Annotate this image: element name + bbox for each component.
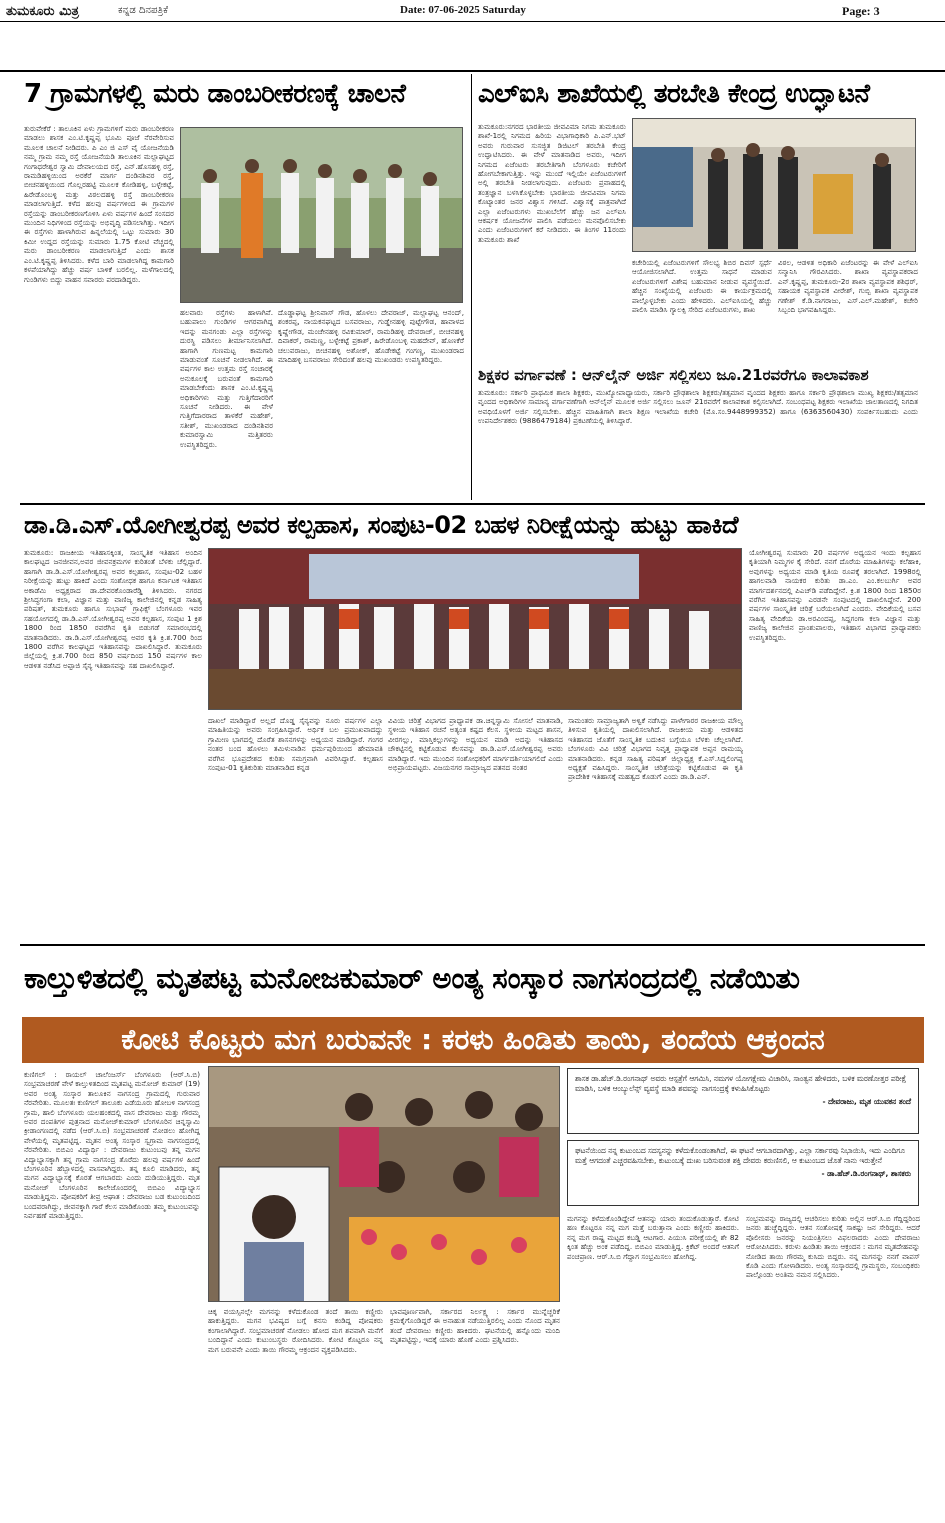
story4-column-2: ದಾಖಲೆ ಮಾಡಿದ್ದಾರೆ ಅಲ್ಲದೆ ದೊಡ್ಡ ಸೈನ್ಯವನ್ನು ನೂರು ವರ್ಷಗಳ ಎಲ್ಲಾ ಮಾಹಿತಿಯನ್ನು ಅವರು ಸಂಗ್ರಹಿಸಿದ್ದಾರೆ. ಅರ್ಥಿಕ ಬಲ ಪ್ರಮುಖವಾದದ್ದು ಗ್ರಾಮೀಣ ಭಾಗದಲ್ಲಿ ದೊರೆತ ಶಾಸನಗಳನ್ನು ಅಧ್ಯಯನ ಮಾಡಿದ್ದಾರೆ. ಗಂಗರ ನಂತರ ಬಂದ ಹೊಳಲು ತಮಿಳುನಾಡಿನ ಧರ್ಮಪುರಿಯಿಂದ ಹೇಮಾವತಿ ವರೆಗಿನ ಭೂಪ್ರದೇಶದ ಕುರಿತು ಸಮಗ್ರವಾಗಿ ವಿವರಿಸಿದ್ದಾರೆ. ಕಲ್ಪಹಾಸ ಸಂಪುಟ-01 ಕೃತಿಕುರಿತು ಮಾತನಾಡಿದ ಕನ್ನಡ <box>208 716 383 773</box>
story4-column-4: ಸಾಮಂತರು ಸಾಮ್ರಾಜ್ಯತಾಗಿ ಅಳ್ವಿಕೆ ನಡೆಸಿದ್ದು ಪಾಳೇಗಾರರ ರಾಜಕೀಯ ಮೌಲ್ಯ ತಿಳಿಸುವ ಕೃತಿಯಲ್ಲಿ ದಾಖಲಿಸಲಾಗಿದೆ. ರಾಜಕೀಯ ಮತ್ತು ಆಡಳಿತದ ಇತಿಹಾಸದ ಜೊತೆಗೆ ಸಾಂಸ್ಕೃತಿಕ ಬದುಕಿನ ಬಗ್ಗೆಯೂ ಬೆಳಕು ಚೆಲ್ಲಲಾಗಿದೆ. ಬೆಂಗಳೂರು ವಿವಿ ಚರಿತ್ರೆ ವಿಭಾಗದ ನಿವೃತ್ತ ಪ್ರಾಧ್ಯಾಪಕ ಅಪ್ಪನ ರಾಮಯ್ಯ ಮಾತನಾಡಿದರು. ಕನ್ನಡ ಸಾಹಿತ್ಯ ಪರಿಷತ್ ಜಿಲ್ಲಾಧ್ಯಕ್ಷ ಕೆ.ಎಸ್.ಸಿದ್ದಲಿಂಗಪ್ಪ ಅಧ್ಯಕ್ಷತೆ ವಹಿಸಿದ್ದರು. ಸಾಂಸ್ಕೃತಿಕ ಚರಿತ್ರೆಯನ್ನು ಕಟ್ಟಿಕೊಡುವ ಈ ಕೃತಿ ಪ್ರಾದೇಶಿಕ ಇತಿಹಾಸಕ್ಕೆ ಮಹತ್ವದ ಕೊಡುಗೆ ಎಂದು ಡಾ.ಡಿ.ಎನ್. <box>568 716 743 782</box>
story1-column-3: ದೊಡ್ಡಾಘಟ್ಟ ಶ್ರೀನಿವಾಸ್ ಗೌಡ, ಹೊಳಲು ದೇವರಾಜ್, ಮಲ್ಲಾಘಟ್ಟ ಆನಂದ್, ಶಂಕರಪ್ಪ, ನಾಯಕನಘಟ್ಟದ ಬಸವರಾಜು, ಗುಡ್ಡೇನಹಳ್ಳಿ ಪುಟ್ಟೇಗೌಡ, ಹಾವಾಳದ ಕೃಷ್ಣೇಗೌಡ, ಮಂಚೇನಹಳ್ಳಿ ರವಿಕುಮಾರ್, ರಾಮಡಿಹಳ್ಳಿ ದೇವರಾಜ್, ಬೀಚನಹಳ್ಳಿ ದಿವಾಕರ್, ರಾಮಣ್ಣ, ಬಳ್ಳೇಕಟ್ಟೆ ಪ್ರಕಾಶ್, ಹಿರೇಡೊಂಬಳ್ಳಿ ಮಹದೇವ್, ಹೊಣಕೆರೆ ಚಲುವರಾಜು, ಬೀಚನಹಳ್ಳಿ ಅಶೋಕ್, ಹೊಡೇಕಟ್ಟೆ ಗಂಗಣ್ಣ, ಮುಖಂಡರಾದ ಮಾದಿಹಳ್ಳಿ ಬಸವರಾಜು ಸೇರಿದಂತೆ ಹಲವು ಮುಖಂಡರು ಉಪಸ್ಥಿತರಿದ್ದರು. <box>278 308 464 365</box>
masthead-divider <box>0 21 945 22</box>
headline-teacher-transfer: ಶಿಕ್ಷಕರ ವರ್ಗಾವಣೆ : ಆನ್‌ಲೈನ್ ಅರ್ಜಿ ಸಲ್ಲಿಸಲು ಜೂ.21ರವರೆಗೂ ಕಾಲಾವಕಾಶ <box>478 366 869 384</box>
book-release-photo <box>208 548 742 710</box>
story1-column-2: ಹಲವಾರು ರಸ್ತೆಗಳು ಹಾಳಾಗಿವೆ. ಬಹುಪಾಲು ಗುಂಡಿಗಳ ಆಗರವಾಗಿದ್ದ ಇದನ್ನು ಮನಗಂಡು ಎಲ್ಲಾ ರಸ್ತೆಗಳನ್ನು ದುರಸ್ಥಿ ಪಡಿಸಲು ತೀರ್ಮಾನಿಸಲಾಗಿದೆ. ಹಾಗಾಗಿ ಗುಣಮಟ್ಟ ಕಾಮಗಾರಿ ಮಾಡುವಂತೆ ಸೂಚನೆ ನೀಡಲಾಗಿದೆ. ಈ ವರ್ಷಗಳ ಕಾಲ ಉತ್ತಮ ರಸ್ತೆ ಸಂಚಾರಕ್ಕೆ ಅನುಕೂಲಕ್ಕೆ ಬರುವಂತೆ ಕಾಮಗಾರಿ ಮಾಡಬೇಕೆಂದು ಶಾಸಕ ಎಂ.ಟಿ.ಕೃಷ್ಣಪ್ಪ ಅಧಿಕಾರಿಗಳು ಮತ್ತು ಗುತ್ತಿಗೆದಾರರಿಗೆ ಸೂಚನೆ ನೀಡಿದರು. ಈ ವೇಳೆ ಗುತ್ತಿಗೆದಾರರಾದ ತಾಳಕೆರೆ ಮಹೇಶ್, ಸತೀಶ್, ಮುಖಂಡರಾದ ದಂಡಿನಶಿವರ ಕುಮಾರಸ್ವಾಮಿ ಮತ್ತಿತರರು ಉಪಸ್ಥಿತರಿದ್ದರು. <box>180 308 273 449</box>
story4-column-3: ವಿವಿಯ ಚರಿತ್ರೆ ವಿಭಾಗದ ಪ್ರಾಧ್ಯಾಪಕ ಡಾ.ಚಿನ್ನಸ್ವಾಮಿ ಸೋಸಲೆ ಮಾತನಾಡಿ, ಸ್ಥಳೀಯ ಇತಿಹಾಸ ರಚನೆ ಅತ್ಯಂತ ಕಷ್ಟದ ಕೆಲಸ. ಸ್ಥಳೀಯ ಮಟ್ಟದ ಶಾಸನ, ವೀರಗಲ್ಲು, ಮಾಸ್ತಿಕಲ್ಲುಗಳನ್ನು ಅಧ್ಯಯನ ಮಾಡಿ ಅದನ್ನು ಇತಿಹಾಸದ ಚೌಕಟ್ಟಿನಲ್ಲಿ ಕಟ್ಟಿಕೊಡುವ ಕೆಲಸವನ್ನು ಡಾ.ಡಿ.ಎಸ್.ಯೋಗೀಶ್ವರಪ್ಪ ಅವರು ಮಾಡಿದ್ದಾರೆ. ಇದು ಮುಂದಿನ ಸಂಶೋಧಕರಿಗೆ ಮಾರ್ಗದರ್ಶಿಯಾಗಲಿದೆ ಎಂದು ಅಭಿಪ್ರಾಯಪಟ್ಟರು. ವಿಜಯನಗರ ಸಾಮ್ರಾಜ್ಯದ ಪತನದ ನಂತರ <box>388 716 563 773</box>
story2-column-1: ತುಮಕೂರು:ನಗರದ ಭಾರತೀಯ ಜೀವವಿಮಾ ನಿಗಮ ತುಮಕೂರು ಶಾಖೆ-1ರಲ್ಲಿ ನಿಗಮದ ಹಿರಿಯ ವಿಭಾಗಾಧಿಕಾರಿ ಪಿ.ಎನ್.ಭಟ್ ಅವರು ಗುರುವಾರ ಸುಸಜ್ಜಿತ ಡಿಜಿಟಲ್ ತರಬೇತಿ ಕೇಂದ್ರ ಉದ್ಘಾಟಿಸಿದರು. ಈ ವೇಳೆ ಮಾತನಾಡಿದ ಅವರು, ಇದೀಗ ನಿಗಮದ ಏಜೆಂಟರು ತರಬೇತಿಗಾಗಿ ಬೆಂಗಳೂರು ಕಚೇರಿಗೆ ಹೋಗಬೇಕಾಗುತ್ತಿತ್ತು. ಇನ್ನು ಮುಂದೆ ಇಲ್ಲಿಯೇ ಏಜೆಂಟರುಗಳಿಗೆ ಅಲ್ಲಿ ತರಬೇತಿ ನೀಡಲಾಗುವುದು. ಏಜೆಂಟರು ಪ್ರವಾಹದಲ್ಲಿ ತಂತ್ರಜ್ಞಾನ ಬಳಸಿಕೊಳ್ಳಬೇಕು ಭಾರತೀಯ ಜೀವವಿಮಾ ನಿಗಮ ಕೊಟ್ಯಾಂತರ ಜನರ ವಿಶ್ವಾಸ ಗಳಿಸಿದೆ. ವಿಶ್ವಾಸಕ್ಕೆ ಪಾತ್ರವಾಗಿದೆ ಎಲ್ಲಾ ಏಜೆಂಟರುಗಳು ಮುಖಬೆಲೆಗೆ ಹೆಚ್ಚು ಜನ ಎಲ್‌ಐಸಿ ಆಕರ್ಷಕ ಯೋಜನೆಗಳ ಪಾಲಿಸಿ ಪಡೆಯಲು ಮನವೊಲಿಸಬೇಕು ಎಂದು ಏಜೆಂಟರುಗಳಿಗೆ ಕರೆ ನೀಡಿದರು. ಈ ತಿಂಗಳ 11ರಂದು ತುಮಕೂರು ಶಾಖೆ <box>478 122 626 244</box>
funeral-photo <box>208 1066 560 1302</box>
masthead-date: Date: 07-06-2025 Saturday <box>400 4 526 16</box>
quote-mla-signature: - ಡಾ.ಹೆಚ್.ಡಿ.ರಂಗನಾಥ್, ಶಾಸಕರು <box>821 1169 911 1179</box>
story5-column-4: ಮಗನನ್ನು ಕಳೆದುಕೊಂಡಿದ್ದೇವೆ ಆತನನ್ನು ಯಾರು ತಂದುಕೊಡುತ್ತಾರೆ. ಕೋಟಿ ಹಣ ಕೊಟ್ಟರೂ ನನ್ನ ಮಗ ಮತ್ತೆ ಬರುತ್ತಾನಾ ಎಂದು ಕಣ್ಣೀರು ಹಾಕಿದರು. ನನ್ನ ಮಗ ರಾಷ್ಟ್ರ ಮಟ್ಟದ ಕಬಡ್ಡಿ ಆಟಗಾರ. ಪಿಯುಸಿ ಪರೀಕ್ಷೆಯಲ್ಲಿ ಶೇ 82 ಕ್ಕಿಂತ ಹೆಚ್ಚು ಅಂಕ ಪಡೆದಿದ್ದ. ಬಿಬಿಎಂ ಮಾಡುತ್ತಿದ್ದ. ಕ್ರಿಕೆಟ್ ಅಂದರೆ ಆತನಿಗೆ ಪಂಚಪ್ರಾಣ. ಆರ್.ಸಿ.ಬಿ ಗೆದ್ದಾಗ ಸಂಭ್ರಮಿಸಲು ಹೋಗಿದ್ದ. <box>567 1214 739 1261</box>
page-number: Page: 3 <box>842 4 880 18</box>
headline-lic-training-centre: ಎಲ್‌ಐಸಿ ಶಾಖೆಯಲ್ಲಿ ತರಬೇತಿ ಕೇಂದ್ರ ಉದ್ಘಾಟನೆ <box>478 79 870 109</box>
masthead <box>0 0 945 72</box>
story5-column-5: ಸಂಭ್ರಮವನ್ನು ರಾಜ್ಯದಲ್ಲಿ ಆಚರಿಸಲು ಕುರಿತು ಅಲ್ಲಿನ ಆರ್.ಸಿ.ಬಿ ಗೆದ್ದಿದ್ದರಿಂದ ಜನರು ಹುಚ್ಚೆದ್ದಿದ್ದರು. ಆತನ ಸಂತೋಷಕ್ಕೆ ಸಾಕಷ್ಟು ಜನ ಸೇರಿದ್ದರು. ಆದರೆ ಪೊಲೀಸರು ಜನರನ್ನು ನಿಯಂತ್ರಿಸಲು ವಿಫಲರಾದರು ಎಂದು ದೇವರಾಜು ಆರೋಪಿಸಿದರು. ಕರುಳು ಹಿಂಡಿತು ತಾಯಿ ಆಕ್ರಂದನ : ಮಗನ ಮೃತದೇಹವನ್ನು ನೋಡಿದ ತಾಯಿ ಗೌರಮ್ಮ ಕುಸಿದು ಬಿದ್ದರು. ನನ್ನ ಮಗನನ್ನು ನನಗೆ ವಾಪಸ್ ಕೊಡಿ ಎಂದು ಗೋಳಾಡಿದರು. ಅಂತ್ಯ ಸಂಸ್ಕಾರದಲ್ಲಿ ಗ್ರಾಮಸ್ಥರು, ಸಂಬಂಧಿಕರು ಪಾಲ್ಗೊಂಡು ಅಂತಿಮ ನಮನ ಸಲ್ಲಿಸಿದರು. <box>746 1214 920 1280</box>
masthead-subtitle: ಕನ್ನಡ ದಿನಪತ್ರಿಕೆ <box>118 5 169 16</box>
story1-column-1: ತುರುವೇಕೆರೆ : ತಾಲೂಕಿನ ಏಳು ಗ್ರಾಮಗಳಿಗೆ ಮರು ಡಾಂಬರೀಕರಣ ಮಾಡಲು ಶಾಸಕ ಎಂ.ಟಿ.ಕೃಷ್ಣಪ್ಪ ಭೂಮಿ ಪೂಜೆ ನೆರವೇರಿಸುವ ಮೂಲಕ ಚಾಲನೆ ನೀಡಿದರು. ಪಿ ಎಂ ಜಿ ಎಸ್ ವೈ ಯೋಜನೆಯಡಿ ನಮ್ಮ ಗ್ರಾಮ ನಮ್ಮ ರಸ್ತೆ ಯೋಜನೆಯಡಿ ತಾಲೂಕಿನ ಮಲ್ಲಾಘಟ್ಟದ ಗಂಗಾಧರೇಶ್ವರ ಸ್ವಾಮಿ ದೇವಾಲಯದ ರಸ್ತೆ, ಎನ್.ಹೊಸಹಳ್ಳಿ ರಸ್ತೆ, ರಾಮಡಿಹಳ್ಳಿಯಿಂದ ಅರಕೆರೆ ಮಾರ್ಗ ದಂಡಿನಶಿವರ ರಸ್ತೆ, ಬೀಚನಹಳ್ಳಿಯಿಂದ ಗೊಲ್ಲರಹಟ್ಟಿ ಮೂಲಕ ಕೋಡಿಹಳ್ಳಿ, ಬಳ್ಳೇಕಟ್ಟೆ, ಹಿರೇಡೊಂಬಳ್ಳಿ ಮತ್ತು ವಿಠಲದಹಳ್ಳಿ ರಸ್ತೆ ಡಾಂಬರೀಕರಣ ಮಾಡಲಾಗುತ್ತಿದೆ. ಕಳೆದ ಹಲವು ವರ್ಷಗಳಿಂದ ಈ ಗ್ರಾಮಗಳ ರಸ್ತೆಯನ್ನು ಡಾಂಬರೀಕರಣಗೊಳಿಸಿ ಏಳು ವರ್ಷಗಳ ಹಿಂದೆ ಸಂಸದರ ಮುಂದಿನ ನಿಧಿಗಳಿಂದ ರಸ್ತೆಯನ್ನು ಅಭಿವೃದ್ಧಿ ಪಡಿಸಲಾಗಿತ್ತು. ಇದೀಗ ಈ ರಸ್ತೆಗಳು ಹಾಳಾಗಿರುವ ಹಿನ್ನಲೆಯಲ್ಲಿ ಒಟ್ಟು ಸುಮಾರು 30 ಕಿಮೀ ಉದ್ದದ ರಸ್ತೆಯನ್ನು ಸುಮಾರು 1.75 ಕೋಟಿ ವೆಚ್ಚದಲ್ಲಿ ಮರು ಡಾಂಬರೀಕರಣ ಮಾಡಲಾಗುತ್ತಿದೆ ಎಂದು ಶಾಸಕ ಎಂ.ಟಿ.ಕೃಷ್ಣಪ್ಪ ತಿಳಿಸಿದರು. ಕಳೆದ ಬಾರಿ ಮಾಡಲಾಗಿದ್ದ ಕಾಮಗಾರಿ ಕಳಪೆಯಾಗಿದ್ದು ಹೆಚ್ಚು ವರ್ಷ ಬಾಳಿಕೆ ಬರಲಿಲ್ಲ. ಮಳೆಗಾಲದಲ್ಲಿ ಗುಂಡಿಗಳು ಬಿದ್ದು ವಾಹನ ಸವಾರರು ಪರದಾಡಿದ್ದರು. <box>24 124 174 284</box>
story5-column-1: ಕುಣಿಗಲ್ : ರಾಯಲ್ ಚಾಲೆಂಜರ್ಸ್ ಬೆಂಗಳೂರು (ಆರ್.ಸಿ.ಬಿ) ಸಂಭ್ರಮಾಚರಣೆ ವೇಳೆ ಕಾಲ್ತುಳಿತದಿಂದ ಮೃತಪಟ್ಟ ಮನೋಜ್ ಕುಮಾರ್ (19) ಅವರ ಅಂತ್ಯ ಸಂಸ್ಕಾರ ತಾಲೂಕಿನ ನಾಗಸಂದ್ರ ಗ್ರಾಮದಲ್ಲಿ ಗುರುವಾರ ನೆರವೇರಿತು. ಮೂಲತಃ ಕುಣಿಗಲ್ ತಾಲೂಕು ಎಡೆಯೂರು ಹೋಬಳಿ ನಾಗಸಂದ್ರ ಗ್ರಾಮ, ಹಾಲಿ ಬೆಂಗಳೂರು ಯಲಹಂಕದಲ್ಲಿ ವಾಸ ದೇವರಾಜು ಮತ್ತು ಗೌರಮ್ಮ ಅವರ ದಂಪತಿಗಳ ಪುತ್ರನಾದ ಮನೋಜ್‌ಕುಮಾರ್ ಬೆಂಗಳೂರಿನ ಚಿನ್ನಸ್ವಾಮಿ ಕ್ರೀಡಾಂಗಣದಲ್ಲಿ ನಡೆದ (ಆರ್.ಸಿ.ಬಿ) ಸಂಭ್ರಮಾಚರಣೆ ನೋಡಲು ಹೋಗಿದ್ದ ವೇಳೆಯಲ್ಲಿ ಮೃತಪಟ್ಟಿದ್ದ. ಮೃತನ ಅಂತ್ಯ ಸಂಸ್ಕಾರ ಸ್ವಗ್ರಾಮ ನಾಗಸಂದ್ರದಲ್ಲಿ ನೆರವೇರಿತು. ಬಿಬಿಎಂ ವಿದ್ಯಾರ್ಥಿ : ದೇವರಾಜು ಕುಟುಂಬವು ತನ್ನ ಮಗನ ವಿದ್ಯಾಭ್ಯಾಸಕ್ಕಾಗಿ ತನ್ನ ಗ್ರಾಮ ನಾಗಸಂದ್ರ ತೊರೆದು ಹಲವು ವರ್ಷಗಳ ಹಿಂದೆ ಬೆಂಗಳೂರಿನ ಹೆಬ್ಬಾಳದಲ್ಲಿ ವಾಸವಾಗಿದ್ದರು. ತನ್ನ ಕೂಲಿ ಮಾಡಿದರು, ತನ್ನ ಮಗನ ವಿದ್ಯಾಭ್ಯಾಸಕ್ಕೆ ಕೊರತೆ ಆಗಬಾರದು ಎಂದು ದುಡಿಯುತ್ತಿದ್ದರು. ಮೃತ ಮನೋಜ್ ಬೆಂಗಳೂರಿನ ಕಾಲೇಜೊಂದರಲ್ಲಿ ಬಿಬಿಎಂ ವಿದ್ಯಾಭ್ಯಾಸ ಮಾಡುತ್ತಿದ್ದನು. ಪೋಷಕರಿಗೆ ತೀವ್ರ ಆಘಾತ : ದೇವರಾಜು ಬಡ ಕುಟುಂಬದಿಂದ ಬಂದವರಾಗಿದ್ದು, ಜೀವನಕ್ಕಾಗಿ ಗಾರೆ ಕೆಲಸ ಮಾಡಿಕೊಂಡು ತಮ್ಮ ಕುಟುಂಬವನ್ನು ನಿರ್ವಹಣೆ ಮಾಡುತ್ತಿದ್ದರು. <box>24 1070 200 1221</box>
quote-father-signature: - ದೇವರಾಜು, ಮೃತ ಯುವಕನ ತಂದೆ <box>822 1097 911 1107</box>
story4-column-5: ಯೋಗೀಶ್ವರಪ್ಪ ಸುಮಾರು 20 ವರ್ಷಗಳ ಅಧ್ಯಯನ ಇಂದು ಕಲ್ಪಹಾಸ ಕೃತಿಯಾಗಿ ನಿಮ್ಮಗಳ ಕೈ ಸೇರಿದೆ. ನನಗೆ ದೊರೆಯ ಮಾಹಿತಿಗಳನ್ನು ಕಲೆಹಾಕಿ, ಅವುಗಳನ್ನು ಅಧ್ಯಯನ ಮಾಡಿ ಕೃತಿಯ ರೂಪಕ್ಕೆ ತರಲಾಗಿದೆ. 1998ರಲ್ಲಿ ಹಾಗಲವಾಡಿ ನಾಯಕರ ಕುರಿತು ಡಾ.ಎಂ. ಎಂ.ಕಲಬುರ್ಗಿ ಅವರ ಮಾರ್ಗದರ್ಶನದಲ್ಲಿ ಪಿಎಚ್‌ಡಿ ಪಡೆದಿದ್ದೇನೆ. ಕ್ರಿ.ಶ 1800 ರಿಂದ 1850ರ ವರೆಗಿನ ಇತಿಹಾಸವನ್ನು ಎರಡನೇ ಸಂಪುಟದಲ್ಲಿ ದಾಖಲಿಸಿದ್ದೇನೆ. 200 ವರ್ಷಗಳ ಸಾಂಸ್ಕೃತಿಕ ಚರಿತ್ರೆ ಬರೆಯಲಾಗಿದೆ ಎಂದರು. ವೇದಿಕೆಯಲ್ಲಿ ಬಸವ ಸಾಹಿತ್ಯ ವೇದಿಕೆಯ ಡಾ.ಅರವಿಂದಪ್ಪ, ಸಿದ್ದಗಂಗಾ ಕಲಾ ವಿಜ್ಞಾನ ಮತ್ತು ವಾಣಿಜ್ಯ ಕಾಲೇಜಿನ ಪ್ರಾಂಶುಪಾಲರು, ಇತಿಹಾಸ ವಿಭಾಗದ ಪ್ರಾಧ್ಯಾಪಕರು ಉಪಸ್ಥಿತರಿದ್ದರು. <box>749 548 921 642</box>
book-release-photo-image <box>209 549 742 710</box>
story4-column-1: ತುಮಕೂರು: ರಾಜಕೀಯ ಇತಿಹಾಸಕ್ಕಿಂತ, ಸಾಂಸ್ಕೃತಿಕ ಇತಿಹಾಸ ಅಂದಿನ ಕಾಲಘಟ್ಟದ ಜನಜೀವನ,ಅವರ ಜೀವನಕ್ರಮಗಳ ಕುರಿತಂತೆ ಬೆಳಕು ಚೆಲ್ಲಿದ್ದಾರೆ. ಹಾಗಾಗಿ ಡಾ.ಡಿ.ಎಸ್.ಯೋಗೀಶ್ವರಪ್ಪ ಅವರ ಕಲ್ಪಹಾಸ, ಸಂಪುಟ-02 ಬಹಳ ನಿರೀಕ್ಷೆಯನ್ನು ಹುಟ್ಟು ಹಾಕಿದೆ ಎಂದು ಸಂಶೋಧಕ ಹಾಗೂ ಕರ್ನಾಟಕ ಇತಿಹಾಸ ಅಕಾಡೆಮಿ ಅಧ್ಯಕ್ಷರಾದ ಡಾ.ದೇವರಕೊಂಡಾರೆಡ್ಡಿ ತಿಳಿಸಿದರು. ನಗರದ ಶ್ರೀಸಿದ್ಧಗಂಗಾ ಕಲಾ, ವಿಜ್ಞಾನ ಮತ್ತು ವಾಣಿಜ್ಯ ಕಾಲೇಜಿನಲ್ಲಿ ಕನ್ನಡ ಸಾಹಿತ್ಯ ಪರಿಷತ್, ತುಮಕೂರು ಹಾಗೂ ಸುಭಾಷ್ ಗ್ರಾಫಿಕ್ಸ್ ಬೆಂಗಳೂರು ಇವರ ಸಹಯೋಗದಲ್ಲಿ ಡಾ.ಡಿ.ಎಸ್.ಯೋಗೀಶ್ವರಪ್ಪ ಅವರ ಕಲ್ಪಹಾಸ, ಸಂಪುಟ 1 ಕ್ರಿಶ 1800 ರಿಂದ 1850 ರವರೆಗಿನ ಕೃತಿ ಬಿಡುಗಡೆ ಸಮಾರಂಭದಲ್ಲಿ ಮಾತನಾಡಿದರು. ಡಾ.ಡಿ.ಎಸ್.ಯೋಗೀಶ್ವರಪ್ಪ ಅವರ ಕೃತಿ ಕ್ರಿ.ಶ.700 ರಿಂದ 1800 ವರೆಗಿನ ಕಾಲಘಟ್ಟದ ಇತಿಹಾಸವನ್ನು ದಾಖಲಿಸಿದ್ದಾರೆ. ತುಮಕೂರು ಜಿಲ್ಲೆಯಲ್ಲಿ ಕ್ರಿ.ಶ.700 ರಿಂದ 850 ವರ್ಷದಿಂದ 150 ವರ್ಷಗಳ ಕಾಲ ಆಡಳಿತ ನಡೆಸಿದ ಅಪ್ಪಾಜಿ ಸೈನ್ಯ ಇತಿಹಾಸವನ್ನು ಸಹ ದಾಖಲಿಸಿದ್ದಾರೆ. <box>24 548 202 670</box>
road-inauguration-photo-image <box>181 128 463 303</box>
quote-mla <box>567 1140 919 1206</box>
lic-inauguration-photo-image <box>633 119 916 252</box>
quote-father <box>567 1068 919 1134</box>
section-divider <box>20 503 925 505</box>
quote-father-text: ಶಾಸಕ ಡಾ.ಹೆಚ್.ಡಿ.ರಂಗನಾಥ್ ಅವರು ಆಸ್ಪತ್ರೆಗೆ ಆಗಮಿಸಿ, ನಮಗಳ ಯೋಗಕ್ಷೇಮ ವಿಚಾರಿಸಿ, ಸಾಂತ್ವನ ಹೇಳಿದರು, ಬಳಿಕ ಮರಣೋತ್ತರ ಪರೀಕ್ಷೆ ಮಾಡಿಸಿ, ಬಳಿಕ ಆಂಬ್ಯುಲೆನ್ಸ್ ವ್ಯವಸ್ಥೆ ಮಾಡಿ ಶವವನ್ನು ನಾಗಸಂದ್ರಕ್ಕೆ ಕಳುಹಿಸಿಕೊಟ್ಟರು <box>575 1074 907 1093</box>
story5-banner <box>22 1017 924 1063</box>
road-inauguration-photo <box>180 127 463 303</box>
headline-road-asphalting: 7 ಗ್ರಾಮಗಳಲ್ಲಿ ಮರು ಡಾಂಬರೀಕರಣಕ್ಕೆ ಚಾಲನೆ <box>24 79 406 109</box>
quote-mla-text: ಘಟನೆಯಿಂದ ನನ್ನ ಕುಟುಂಬದ ಸದಸ್ಯನನ್ನು ಕಳೆದುಕೊಂಡಂತಾಗಿದೆ, ಈ ಘಟನೆ ಆಗಬಾರದಾಗಿತ್ತು, ಎಲ್ಲಾ ಸರ್ಕಾರವು ನಿಭಾಯಿಸಿ, ಇದು ಎಂದಿಗೂ ಮತ್ತೆ ಆಗದಂತೆ ಎಚ್ಚರವಹಿಸಬೇಕು, ಕುಟುಂಬಕ್ಕೆ ದುಃಖ ಬರಿಸುವಂತ ಶಕ್ತಿ ದೇವರು ಕರುಣಿಸಲಿ, ಆ ಕುಟುಂಬದ ಜೊತೆ ನಾನು ಇರುತ್ತೇನೆ <box>575 1146 905 1165</box>
lic-inauguration-photo <box>632 118 916 252</box>
story5-banner-text: ಕೋಟಿ ಕೊಟ್ಟರು ಮಗ ಬರುವನೇ : ಕರಳು ಹಿಂಡಿತು ತಾಯಿ, ತಂದೆಯ ಆಕ್ರಂದನ <box>121 1023 825 1056</box>
story3-body: ತುಮಕೂರು: ಸರ್ಕಾರಿ ಪ್ರಾಥಮಿಕ ಶಾಲಾ ಶಿಕ್ಷಕರು, ಮುಖ್ಯೋಪಾಧ್ಯಾಯರು, ಸರ್ಕಾರಿ ಪ್ರೌಢಶಾಲಾ ಶಿಕ್ಷಕರು/ತತ್ಸಮಾನ ವೃಂದದ ಶಿಕ್ಷಕರು ಹಾಗೂ ಸರ್ಕಾರಿ ಪ್ರೌಢಶಾಲಾ ಮುಖ್ಯ ಶಿಕ್ಷಕರು/ತತ್ಸಮಾನ ವೃಂದದ ಅಧಿಕಾರಿಗಳ ಸಾಮಾನ್ಯ ವರ್ಗಾವಣೆಗಾಗಿ ಆನ್‌ಲೈನ್ ಮೂಲಕ ಅರ್ಜಿ ಸಲ್ಲಿಸಲು ಜೂನ್ 21ರವರೆಗೆ ಕಾಲಾವಕಾಶ ಕಲ್ಪಿಸಲಾಗಿದೆ. ಸಂಬಂಧಪಟ್ಟ ಶಿಕ್ಷಕರು ಇಲಾಖೆಯ ಜಾಲತಾಣದಲ್ಲಿ ನಿಗದಿತ ಅವಧಿಯೊಳಗೆ ಅರ್ಜಿ ಸಲ್ಲಿಸಬೇಕು. ಹೆಚ್ಚಿನ ಮಾಹಿತಿಗಾಗಿ ಶಾಲಾ ಶಿಕ್ಷಣ ಇಲಾಖೆಯ ಕಚೇರಿ (ಮೊ.ಸಂ.9448999352) ಹಾಗೂ (6363560430) ಸಂಪರ್ಕಿಸಬಹುದು ಎಂದು ಉಪನಿರ್ದೇಶಕರು (9886479184) ಪ್ರಕಟಣೆಯಲ್ಲಿ ತಿಳಿಸಿದ್ದಾರೆ. <box>478 388 918 426</box>
column-divider <box>471 74 472 500</box>
masthead-title: ತುಮಕೂರು ಮಿತ್ರ <box>6 4 79 19</box>
story2-column-3: ವಿಠಲ, ಆಡಳಿತ ಅಧಿಕಾರಿ ಏಜೆಂಟರನ್ನು ಈ ವೇಳೆ ಎಲ್‌ಐಸಿ ಸನ್ಮಾನಿಸಿ ಗೌರವಿಸಿದರು. ಶಾಖಾ ವ್ಯವಸ್ಥಾಪಕರಾದ ಎನ್.ಕೃಷ್ಣಪ್ಪ, ತುಮಕೂರು-2ರ ಶಾಖಾ ವ್ಯವಸ್ಥಾಪಕ ಶಶಿಧರ್, ಸಹಾಯಕ ವ್ಯವಸ್ಥಾಪಕ ವೀರೇಶ್, ಗುಬ್ಬಿ ಶಾಖಾ ವ್ಯವಸ್ಥಾಪಕ ಗಣೇಶ್ ಕೆ.ಡಿ.ನಾಗರಾಜು, ಎಸ್.ಎಲ್.ಮಹೇಶ್, ಕಚೇರಿ ಸಿಬ್ಬಂದಿ ಭಾಗವಹಿಸಿದ್ದರು. <box>778 258 918 315</box>
headline-manoj-funeral: ಕಾಲ್ತುಳಿತದಲ್ಲಿ ಮೃತಪಟ್ಟ ಮನೋಜಕುಮಾರ್ ಅಂತ್ಯ ಸಂಸ್ಕಾರ ನಾಗಸಂದ್ರದಲ್ಲಿ ನಡೆಯಿತು <box>24 961 800 995</box>
story5-column-2: ಚಿಕ್ಕ ವಯಸ್ಸಿನಲ್ಲೇ ಮಗನನ್ನು ಕಳೆದುಕೊಂಡ ತಂದೆ ತಾಯಿ ಕಣ್ಣೀರು ಹಾಕುತ್ತಿದ್ದರು. ಮಗನ ಭವಿಷ್ಯದ ಬಗ್ಗೆ ಕನಸು ಕಂಡಿದ್ದ ಪೋಷಕರು ಕಂಗಾಲಾಗಿದ್ದಾರೆ. ಸಂಭ್ರಮಾಚರಣೆ ನೋಡಲು ಹೋದ ಮಗ ಶವವಾಗಿ ಮನೆಗೆ ಬಂದಿದ್ದಾನೆ ಎಂದು ಕುಟುಂಬಸ್ಥರು ರೋದಿಸಿದರು. ಕೋಟಿ ಕೊಟ್ಟರೂ ನನ್ನ ಮಗ ಬರುವನೇ ಎಂದು ತಾಯಿ ಗೌರಮ್ಮ ಆಕ್ರಂದನ ವ್ಯಕ್ತಪಡಿಸಿದರು. <box>208 1307 383 1354</box>
section-divider-2 <box>20 944 925 946</box>
funeral-photo-image <box>209 1067 560 1302</box>
headline-kalpahasa-book-release: ಡಾ.ಡಿ.ಎಸ್.ಯೋಗೀಶ್ವರಪ್ಪ ಅವರ ಕಲ್ಪಹಾಸ, ಸಂಪುಟ-02 ಬಹಳ ನಿರೀಕ್ಷೆಯನ್ನು ಹುಟ್ಟು ಹಾಕಿದೆ <box>24 511 738 539</box>
story5-column-3: ಭಾವಪೂರ್ಣವಾಗಿ, ಸರ್ಕಾರದ ನಿರ್ಲಕ್ಷ್ಯ : ಸರ್ಕಾರ ಮುನ್ನೆಚ್ಚರಿಕೆ ಕ್ರಮಕೈಗೊಂಡಿದ್ದರೆ ಈ ಅನಾಹುತ ನಡೆಯುತ್ತಿರಲಿಲ್ಲ ಎಂದು ನೊಂದ ಮೃತನ ತಂದೆ ದೇವರಾಜು ಕಣ್ಣೀರು ಹಾಕಿದರು. ಘಟನೆಯಲ್ಲಿ ಹನ್ನೊಂದು ಮಂದಿ ಮೃತಪಟ್ಟಿದ್ದು, ಇದಕ್ಕೆ ಯಾರು ಹೊಣೆ ಎಂದು ಪ್ರಶ್ನಿಸಿದರು. <box>390 1307 560 1345</box>
story2-column-2: ಕಚೇರಿಯಲ್ಲಿ ಏಜೆಂಟರುಗಳಿಗೆ ಸೌಲಭ್ಯ ಶಿಬಿರ ದಿವಸ್ ಸ್ಪರ್ಧೆ ಆಯೋಜಿಸಲಾಗಿದೆ. ಉತ್ತಮ ಸಾಧನೆ ಮಾಡುವ ಏಜೆಂಟರುಗಳಿಗೆ ವಿಶೇಷ ಬಹುಮಾನ ನೀಡುವ ವ್ಯವಸ್ಥೆಯಿದೆ. ಹೆಚ್ಚಿನ ಸಂಖ್ಯೆಯಲ್ಲಿ ಏಜೆಂಟರು ಈ ಕಾರ್ಯಕ್ರಮದಲ್ಲಿ ಪಾಲ್ಗೊಳ್ಳಬೇಕು ಎಂದು ಹೇಳಿದರು. ಎಲ್‌ಐಸಿಯಲ್ಲಿ ಹೆಚ್ಚು ಪಾಲಿಸಿ ಮಾಡಿಸಿ ಗ್ಯಾಲಕ್ಸಿ ಸೇರಿದ ಏಜೆಂಟರುಗಳು, ಶಾಖ <box>632 258 772 315</box>
